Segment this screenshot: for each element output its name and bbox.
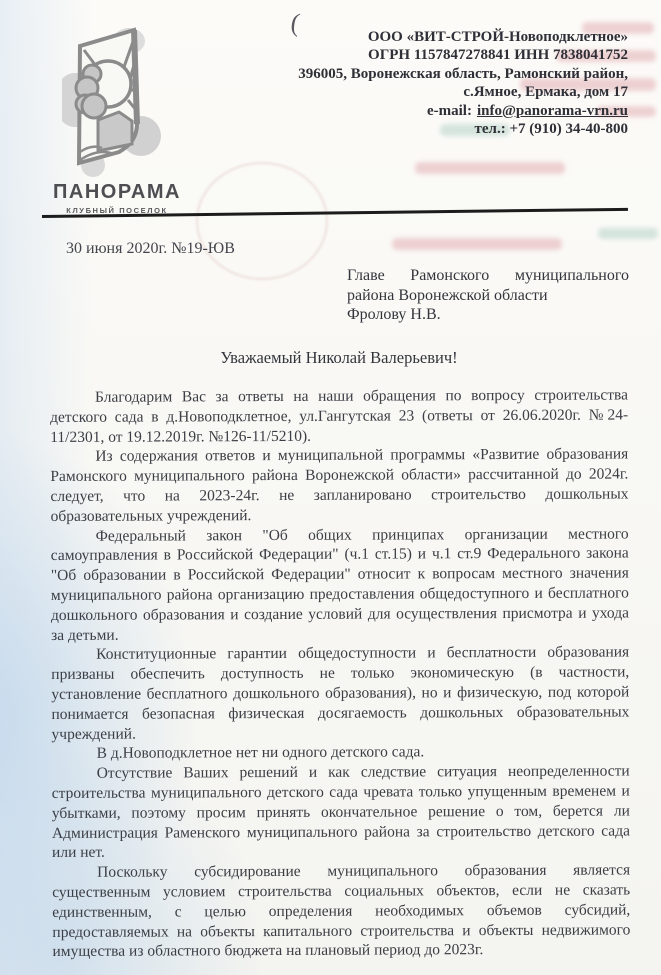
body-paragraph: В д.Новоподклетное нет ни одного детского сада. [96,743,425,763]
scan-bleed-artifact [392,238,562,250]
salutation: Уважаемый Николай Валерьевич! [220,348,458,367]
email-label: e-mail: [426,102,472,119]
email-link[interactable]: info@panorama-vrn.ru [476,102,628,119]
company-registration: ОГРН 1157847278841 ИНН 7838041752 [368,47,628,64]
body-paragraph: Из содержания ответов и муниципальной программы «Развитие образования Рамонского муниципального района Воронежской области» рассчитанной до 2024г. следует, что на 2023-24г. не запланировано строительство дошкольных образовательных учреждений. [50,445,629,525]
pen-mark: ( [289,7,302,38]
letter-body [50,385,630,962]
company-logo [52,24,182,215]
stamp-bleedthrough [196,162,328,280]
body-paragraph: Благодарим Вас за ответы на наши обращения по вопросу строительства детского сада в д.Новоподклетное, ул.Гангутская 23 (ответы от 26.06.2020г. №24-11/2301, от 19.12.2019г. №126-11/5210). [50,386,629,446]
phone-number: тел.: +7 (910) 34-40-800 [474,121,628,138]
company-address-line-1: 396005, Воронежская область, Рамонский район, [298,65,628,82]
email-line [268,102,628,120]
body-paragraph: Поскольку субсидирование муниципального образования является существенным условием строительства социальных объектов, если не сказать единственным, с целью определения необходимых объемов субсидий, предоставляемых на объекты капитального строительства и объекты недвижимого имущества из областного бюджета на плановый период до 2023г. [52,861,631,961]
addressee-line: района Воронежской области [347,286,548,304]
panorama-emblem-icon [62,24,162,179]
body-paragraph: Конституционные гарантии общедоступности и бесплатности образования призваны обеспечить доступность не только экономическую (в частности, установление бесплатного дошкольного образования), но и физическую, под которой понимается безопасная физическая досягаемость дошкольных образовательных учреждений. [51,643,630,743]
logo-subtitle: КЛУБНЫЙ ПОСЕЛОК [66,206,168,215]
addressee-line: Фролову Н.В. [347,306,441,323]
scan-bleed-artifact [415,162,565,174]
addressee-line: Главе Рамонского муниципального [347,267,629,284]
scan-bleed-artifact [598,228,658,239]
company-address-line-2: с.Ямное, Ермака, дом 17 [463,84,628,101]
reference-line: 30 июня 2020г. №19-ЮВ [66,240,235,257]
body-paragraph: Отсутствие Ваших решений и как следствие ситуация неопределенности строительства муниципального детского сада чревата только упущенным временем и убытками, поэтому просим принять окончательное решение о том, берется ли Администрация Раменского муниципального района за строительство детского сада или нет. [51,762,630,862]
company-name: ООО «ВИТ-СТРОЙ-Новоподклетное» [367,29,628,45]
letterhead [268,28,628,138]
logo-title: ПАНОРАМА [53,181,181,203]
body-paragraph: Федеральный закон "Об общих принципах организации местного самоуправления в Российской Федерации" (ч.1 ст.15) и ч.1 ст.9 Федерального закона "Об образовании в Российской Федерации" относит к вопросам местного значения муниципального района организацию предоставления общедоступного и бесплатного дошкольного образования и создание условий для осуществления присмотра и ухода за детьми. [50,525,630,644]
addressee-block [347,266,629,325]
